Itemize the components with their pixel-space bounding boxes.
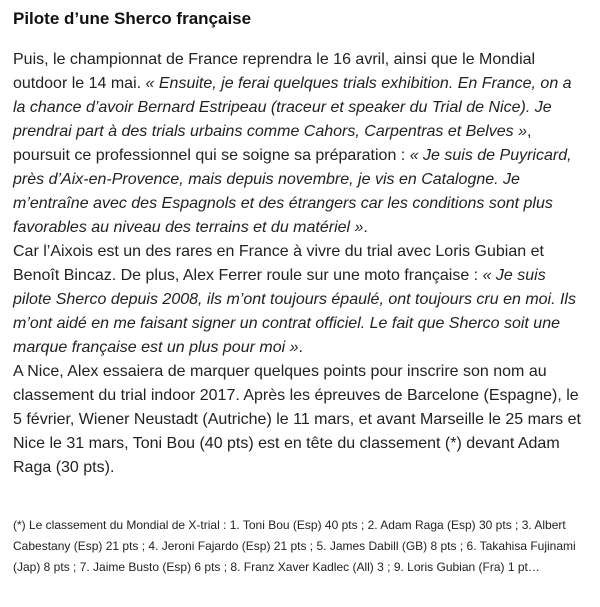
paragraph-sherco bbox=[13, 240, 588, 360]
paragraph-text: . bbox=[298, 339, 303, 356]
paragraph-text: Puis, le championnat de France reprendra le 16 avril, ainsi que le Mondial outdoor le 14 mai. bbox=[13, 51, 536, 92]
paragraph-text: . bbox=[363, 219, 368, 236]
quote-catalogne: « Je suis de Puyricard, près d’Aix-en-Provence, mais depuis novembre, je vis en Catalogne. Je m’entraîne avec des Espagnols et des étrangers car les conditions sont plus favorables au niveau des terrains et du matériel » bbox=[13, 147, 572, 236]
paragraph-championship bbox=[13, 48, 588, 240]
paragraph-text: , poursuit ce professionnel qui se soigne sa préparation : bbox=[13, 123, 532, 164]
paragraph-text: A Nice, Alex essaiera de marquer quelques points pour inscrire son nom au classement du trial indoor 2017. Après les épreuves de Barcelone (Espagne), le 5 février, Wiener Neustadt (Autriche) le 11 mars, et avant Marseille le 25 mars et Nice le 31 mars, Toni Bou (40 pts) est en tête du classement (*) devant Adam Raga (30 pts). bbox=[13, 363, 581, 476]
article-body bbox=[13, 48, 588, 480]
paragraph-nice bbox=[13, 360, 588, 480]
paragraph-text: Car l’Aixois est un des rares en France à vivre du trial avec Loris Gubian et Benoît Bincaz. De plus, Alex Ferrer roule sur une moto française : bbox=[13, 243, 544, 284]
quote-exhibition: « Ensuite, je ferai quelques trials exhibition. En France, on a la chance d’avoir Bernard Estripeau (traceur et speaker du Trial de Nice). Je prendrai part à des trials urbains comme Cahors, Carpentras et Belves » bbox=[13, 75, 572, 140]
quote-sherco: « Je suis pilote Sherco depuis 2008, ils m’ont toujours épaulé, ont toujours cru en moi. Ils m’ont aidé en me faisant signer un contrat officiel. Le fait que Sherco soit une marque française est un plus pour moi » bbox=[13, 267, 576, 356]
article-title: Pilote d’une Sherco française bbox=[13, 9, 252, 28]
footnote-ranking: (*) Le classement du Mondial de X-trial : 1. Toni Bou (Esp) 40 pts ; 2. Adam Raga (Esp) 30 pts ; 3. Albert Cabestany (Esp) 21 pts ; 4. Jeroni Fajardo (Esp) 21 pts ; 5. James Dabill (GB) 8 pts ; 6. Takahisa Fujinami (Jap) 8 pts ; 7. Jaime Busto (Esp) 6 pts ; 8. Franz Xaver Kadlec (All) 3 ; 9. Loris Gubian (Fra) 1 pt… bbox=[13, 518, 576, 574]
